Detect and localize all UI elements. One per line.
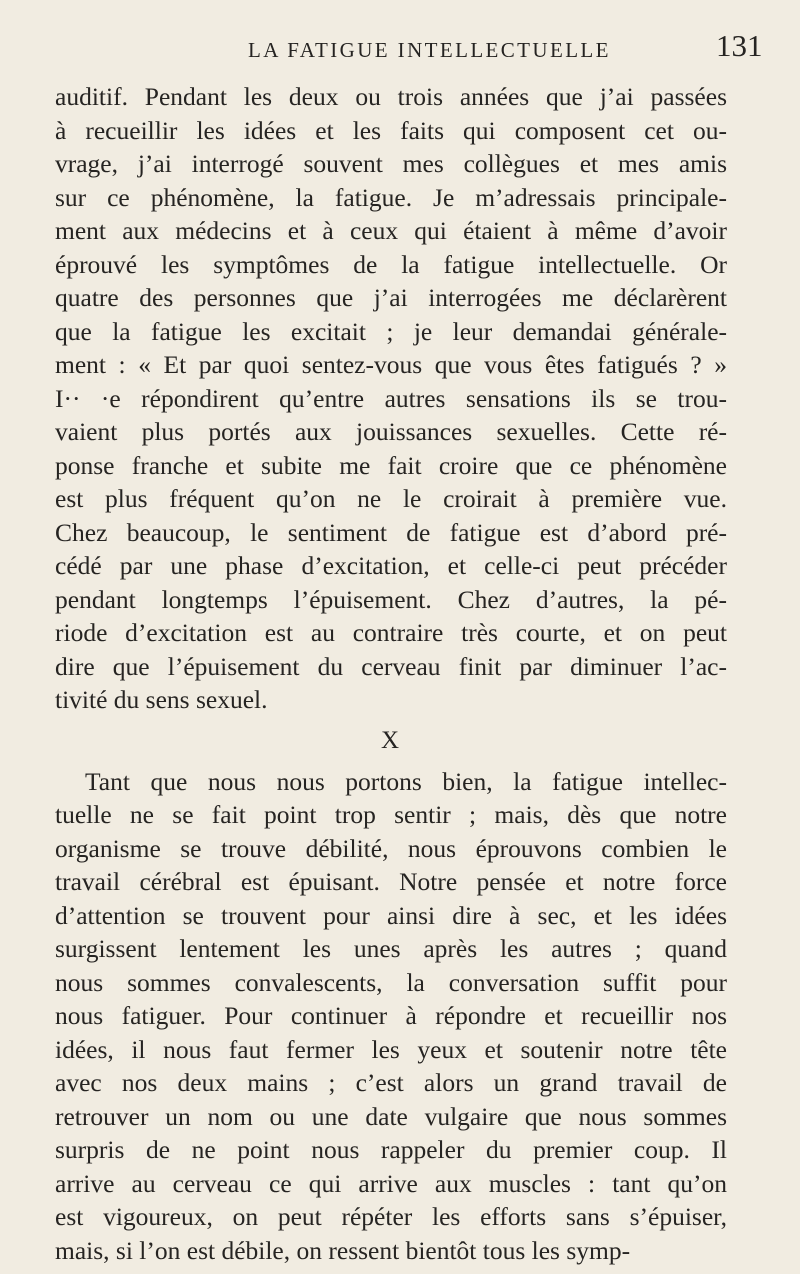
text-line: ment aux médecins et à ceux qui étaient à même d’avoir	[55, 216, 727, 245]
text-line: mais, si l’on est débile, on ressent bientôt tous les symp-	[55, 1235, 631, 1265]
body-text	[55, 80, 727, 1267]
text-line: auditif. Pendant les deux ou trois années que j’ai passées	[55, 82, 727, 111]
text-line: est vigoureux, on peut répéter les efforts sans s’épuiser,	[55, 1202, 727, 1231]
section-heading: X	[380, 726, 400, 754]
text-line: Tant que nous nous portons bien, la fatigue intellec-	[85, 766, 727, 796]
text-line: ment : « Et par quoi sentez-vous que vous êtes fatigués ? »	[55, 350, 727, 379]
text-line: quatre des personnes que j’ai interrogées me déclarèrent	[55, 283, 727, 312]
text-line: est plus fréquent qu’on ne le croirait à première vue.	[55, 484, 727, 513]
text-line: cédé par une phase d’excitation, et celle-ci peut précéder	[55, 551, 727, 580]
text-line: d’attention se trouvent pour ainsi dire à sec, et les idées	[55, 900, 727, 930]
text-line: surpris de ne point nous rappeler du premier coup. Il	[55, 1135, 727, 1164]
text-line: I·· ·e répondirent qu’entre autres sensations ils se trou-	[55, 383, 727, 413]
text-line: tuelle ne se fait point trop sentir ; mais, dès que notre	[55, 800, 727, 829]
text-line: à recueillir les idées et les faits qui composent cet ou-	[55, 115, 727, 145]
text-line: éprouvé les symptômes de la fatigue intellectuelle. Or	[55, 249, 727, 279]
text-line: nous sommes convalescents, la conversation suffit pour	[55, 967, 727, 997]
text-line: vrage, j’ai interrogé souvent mes collègues et mes amis	[55, 149, 727, 178]
page-number: 131	[716, 28, 763, 63]
running-head	[0, 22, 800, 62]
text-line: retrouver un nom ou une date vulgaire que nous sommes	[55, 1101, 727, 1131]
text-line: nous fatiguer. Pour continuer à répondre et recueillir nos	[55, 1001, 727, 1030]
paragraph-1	[55, 80, 727, 717]
text-line: travail cérébral est épuisant. Notre pensée et notre force	[55, 867, 727, 896]
text-line: vaient plus portés aux jouissances sexuelles. Cette ré-	[55, 417, 727, 446]
text-line: pendant longtemps l’épuisement. Chez d’autres, la pé-	[55, 584, 727, 614]
text-line: que la fatigue les excitait ; je leur demandai générale-	[55, 316, 727, 346]
text-line: dire que l’épuisement du cerveau finit par diminuer l’ac-	[55, 651, 727, 681]
text-line: arrive au cerveau ce qui arrive aux muscles : tant qu’on	[55, 1168, 727, 1198]
running-title: LA FATIGUE INTELLECTUELLE	[248, 38, 611, 62]
text-line: riode d’excitation est au contraire très courte, et on peut	[55, 618, 727, 647]
text-line: sur ce phénomène, la fatigue. Je m’adressais principale-	[55, 182, 727, 212]
text-line: avec nos deux mains ; c’est alors un grand travail de	[55, 1068, 727, 1097]
text-line: tivité du sens sexuel.	[55, 685, 268, 714]
text-line: surgissent lentement les unes après les autres ; quand	[55, 934, 727, 963]
text-line: Chez beaucoup, le sentiment de fatigue est d’abord pré-	[55, 517, 727, 547]
text-line: organisme se trouve débilité, nous éprouvons combien le	[55, 833, 727, 863]
paragraph-2	[55, 765, 727, 1268]
text-line: idées, il nous faut fermer les yeux et soutenir notre tête	[55, 1034, 727, 1064]
text-line: ponse franche et subite me fait croire que ce phénomène	[55, 450, 727, 480]
